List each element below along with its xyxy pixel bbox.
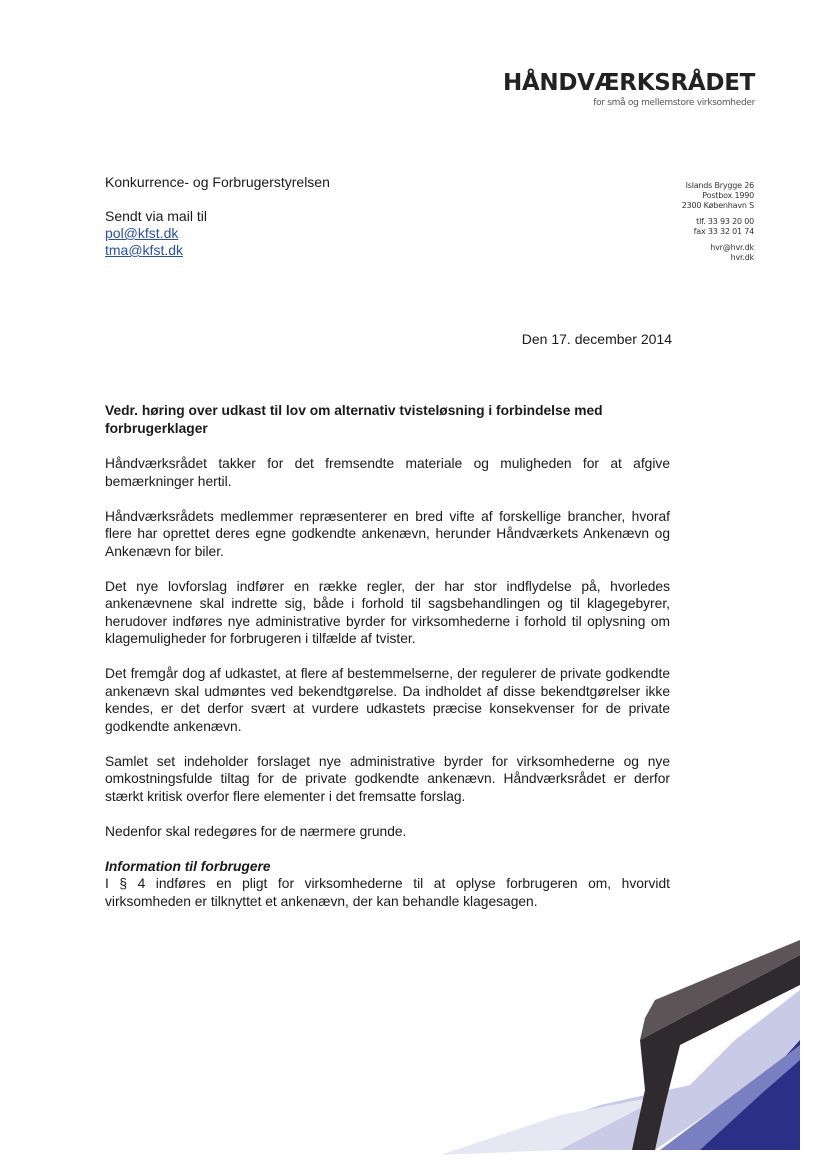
address-city: 2300 København S [681, 201, 754, 210]
letter-subject: Vedr. høring over udkast til lov om alternativ tvisteløsning i forbindelse med forbrugerklager [105, 403, 603, 436]
recipient-org: Konkurrence- og Forbrugerstyrelsen [105, 174, 330, 190]
paragraph: Det nye lovforslag indfører en række regler, der har stor indflydelse på, hvorledes ankenævnene skal indrette sig, både i forhold til sagsbehandlingen og til klagegebyrer, herudover indføres nye administrative byrder for virksomhederne i forhold til oplysning om klagemuligheder for forbrugeren i tilfælde af tvister. [105, 578, 670, 646]
paragraph: Samlet set indeholder forslaget nye administrative byrder for virksomhederne og nye omkostningsfulde tiltag for de private godkendte ankenævn. Håndværksrådet er derfor stærkt kritisk overfor flere elementer i det fremsatte forslag. [105, 753, 670, 804]
address-email: hvr@hvr.dk [710, 243, 754, 252]
paragraph: Nedenfor skal redegøres for de nærmere grunde. [105, 823, 407, 839]
address-phone: tlf. 33 93 20 00 [696, 217, 754, 226]
section-title: Information til forbrugere [105, 858, 271, 874]
address-street: Islands Brygge 26 [685, 181, 754, 190]
address-fax: fax 33 32 01 74 [693, 227, 754, 236]
address-postbox: Postbox 1990 [702, 191, 754, 200]
logo-name: HÅNDVÆRKSRÅDET [502, 70, 755, 96]
letter-date: Den 17. december 2014 [521, 331, 672, 347]
paragraph: Håndværksrådets medlemmer repræsenterer en bred vifte af forskellige brancher, hvoraf flere har oprettet deres egne godkendte ankenævn, herunder Håndværkets Ankenævn og Ankenævn for biler. [105, 508, 670, 559]
logo-tagline: for små og mellemstore virksomheder [593, 98, 755, 108]
recipient-sent-via: Sendt via mail til [105, 208, 207, 224]
paragraph: I § 4 indføres en pligt for virksomhederne til at oplyse forbrugeren om, hvorvidt virksomheden er tilknyttet et ankenævn, der kan behandle klagesagen. [105, 876, 670, 909]
paragraph: Det fremgår dog af udkastet, at flere af bestemmelserne, der regulerer de private godkendte ankenævn skal udmøntes ved bekendtgørelse. Da indholdet af disse bekendtgørelser ikke kendes, er det derfor svært at vurdere udkastets præcise konsekvenser for de private godkendte ankenævn. [105, 666, 670, 734]
recipient-email-link[interactable]: pol@kfst.dk [105, 225, 179, 241]
paragraph: Håndværksrådet takker for det fremsendte materiale og muligheden for at afgive bemærkninger hertil. [105, 456, 670, 489]
recipient-email-link[interactable]: tma@kfst.dk [105, 242, 184, 258]
address-web: hvr.dk [730, 253, 754, 262]
